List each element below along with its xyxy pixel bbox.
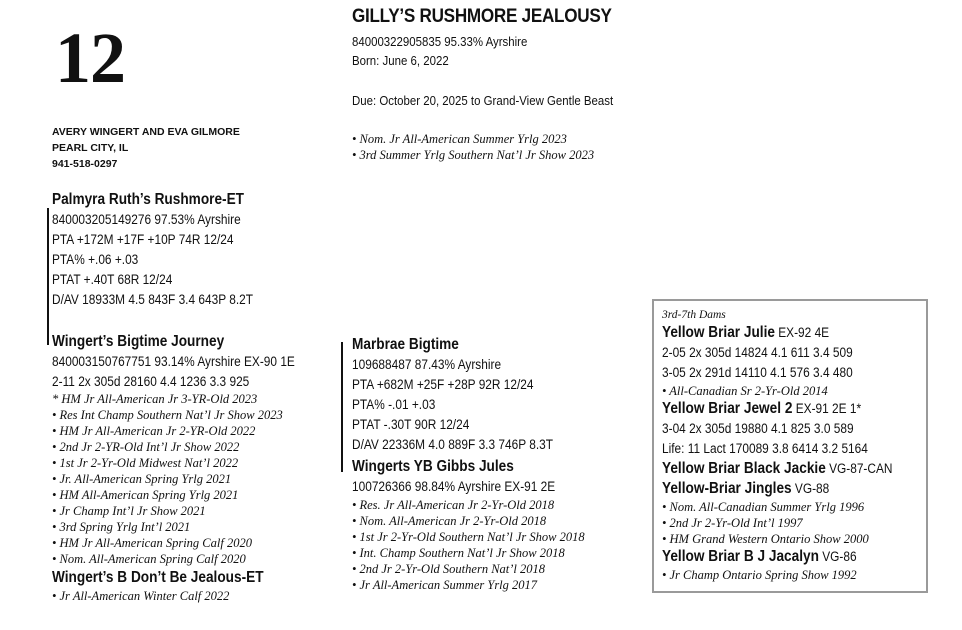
dam5-name-line — [662, 459, 892, 479]
dam4-record: 3-04 2x 305d 19880 4.1 825 3.0 589 — [662, 421, 854, 436]
award-line: • 2nd Jr 2-Yr-Old Int’l 1997 — [662, 516, 803, 530]
granddam-name: Wingerts YB Gibbs Jules — [352, 458, 514, 475]
dam6-name: Yellow-Briar Jingles — [662, 480, 792, 497]
award-line: • Jr All-American Summer Yrlg 2017 — [352, 578, 538, 592]
animal-due — [352, 91, 649, 110]
award-line: • Res. Jr All-American Jr 2-Yr-Old 2018 — [352, 498, 555, 512]
owner-names: AVERY WINGERT AND EVA GILMORE — [52, 126, 240, 138]
animal-id-breed: 840003229058​35 95.33% Ayrshire — [352, 34, 528, 49]
award-line: • Jr Champ Ontario Spring Show 1992 — [662, 568, 857, 582]
pedigree-line — [47, 208, 49, 345]
award-line: • Nom. All-Canadian Summer Yrlg 1996 — [662, 500, 865, 514]
sire-block — [52, 190, 280, 310]
owner-location: PEARL CITY, IL — [52, 142, 129, 154]
award-line: • Nom. All-American Spring Calf 2020 — [52, 552, 246, 566]
dam3-record: 2-05 2x 305d 14824 4.1 611 3.4 509 — [662, 345, 853, 360]
dam5-name: Yellow Briar Black Jackie — [662, 460, 826, 477]
sire-line: PTA% +.06 +.03 — [52, 252, 139, 267]
award-line: • Int. Champ Southern Nat’l Jr Show 2018 — [352, 546, 565, 560]
granddam-line: 100726366 98.84% Ayrshire EX-91 2E — [352, 479, 556, 494]
granddam-awards — [352, 497, 585, 593]
dam-line: 2-11 2x 305d 28160 4.4 1236 3.3 925 — [52, 374, 250, 389]
sire-line: PTA +172M +17F +10P 74R 12/24 — [52, 232, 234, 247]
sire-line: 840003205149276 97.53% Ayrshire — [52, 212, 241, 227]
award-line: • Res Int Champ Southern Nat’l Jr Show 2023 — [52, 408, 283, 422]
dam6-name-line — [662, 479, 892, 499]
owner-block — [52, 124, 240, 172]
award-line: • Jr Champ Int’l Jr Show 2021 — [52, 504, 206, 518]
award-line: • All-Canadian Sr 2-Yr-Old 2014 — [662, 384, 828, 398]
dam-name: Wingert’s Bigtime Journey — [52, 333, 225, 350]
dam-line: 840003150767751 93.14% Ayrshire EX-90 1E — [52, 354, 295, 369]
dams-box-header: 3rd-7th Dams — [662, 309, 726, 321]
sire-name: Palmyra Ruth’s Rushmore-ET — [52, 191, 245, 208]
dam-awards — [52, 391, 283, 567]
dam7-name: Yellow Briar B J Jacalyn — [662, 548, 819, 565]
dam3-class: EX-92 4E — [774, 325, 830, 340]
award-line: • 2nd Jr 2-Yr-Old Southern Nat’l 2018 — [352, 562, 546, 576]
animal-info — [352, 32, 551, 70]
award-line: • HM All-American Spring Yrlg 2021 — [52, 488, 239, 502]
mgs-line: D/AV 22336M 4.0 889F 3.3 746P 8.3T — [352, 437, 553, 452]
lot-number: 12 — [55, 18, 125, 98]
animal-name: GILLY’S RUSHMORE JEALOUSY — [352, 6, 612, 27]
award-line: • HM Jr All-American Jr 2-YR-Old 2022 — [52, 424, 256, 438]
mgs-line: PTA +682M +25F +28P 92R 12/24 — [352, 377, 534, 392]
animal-born: Born: June 6, 2022 — [352, 53, 449, 68]
award-line: • Nom. Jr All-American Summer Yrlg 2023 — [352, 132, 567, 146]
dam5-class: VG-87-CAN — [825, 461, 893, 476]
pedigree-line — [341, 342, 343, 472]
dam7-class: VG-86 — [818, 549, 857, 564]
mgs-line: PTA% -.01 +.03 — [352, 397, 436, 412]
award-line: • HM Jr All-American Spring Calf 2020 — [52, 536, 252, 550]
animal-due-text: Due: October 20, 2025 to Grand-View Gentle Beast — [352, 93, 614, 108]
granddam-block — [352, 457, 583, 497]
sire-line: PTAT +.40T 68R 12/24 — [52, 272, 173, 287]
award-line: • Jr All-American Winter Calf 2022 — [52, 589, 230, 603]
award-line: • 1st Jr 2-Yr-Old Midwest Nat’l 2022 — [52, 456, 239, 470]
dam3-record: 3-05 2x 291d 14110 4.1 576 3.4 480 — [662, 365, 853, 380]
dam-sibling-block — [52, 568, 292, 604]
dam6-class: VG-88 — [791, 481, 830, 496]
dam4-class: EX-91 2E 1* — [792, 401, 862, 416]
sire-line: D/AV 18933M 4.5 843F 3.4 643P 8.2T — [52, 292, 253, 307]
dam7-name-line — [662, 547, 892, 567]
dam4-name: Yellow Briar Jewel 2 — [662, 400, 793, 417]
dam-sibling-name: Wingert’s B Don’t Be Jealous-ET — [52, 569, 264, 586]
award-line: • 3rd Summer Yrlg Southern Nat’l Jr Show 2023 — [352, 148, 595, 162]
dam4-name-line — [662, 399, 892, 419]
dams-box-content — [662, 307, 924, 583]
dam4-record: Life: 11 Lact 170089 3.8 6414 3.2 5164 — [662, 441, 868, 456]
dam3-name: Yellow Briar Julie — [662, 324, 775, 341]
mgs-block — [352, 335, 580, 455]
mgs-line: PTAT -.30T 90R 12/24 — [352, 417, 470, 432]
animal-awards — [352, 131, 594, 163]
award-line: • Nom. All-American Jr 2-Yr-Old 2018 — [352, 514, 547, 528]
mgs-line: 109688487 87.43% Ayrshire — [352, 357, 502, 372]
mgs-name: Marbrae Bigtime — [352, 336, 459, 353]
dam-block — [52, 332, 328, 392]
award-line: • 1st Jr 2-Yr-Old Southern Nat’l Jr Show 2018 — [352, 530, 585, 544]
award-line: • 3rd Spring Yrlg Int’l 2021 — [52, 520, 191, 534]
dam3-name-line — [662, 323, 892, 343]
award-line: • HM Grand Western Ontario Show 2000 — [662, 532, 869, 546]
award-line: • 2nd Jr 2-YR-Old Int’l Jr Show 2022 — [52, 440, 240, 454]
award-line: • Jr. All-American Spring Yrlg 2021 — [52, 472, 232, 486]
owner-phone: 941-518-0297 — [52, 158, 118, 170]
award-line: * HM Jr All-American Jr 3-YR-Old 2023 — [52, 392, 258, 406]
